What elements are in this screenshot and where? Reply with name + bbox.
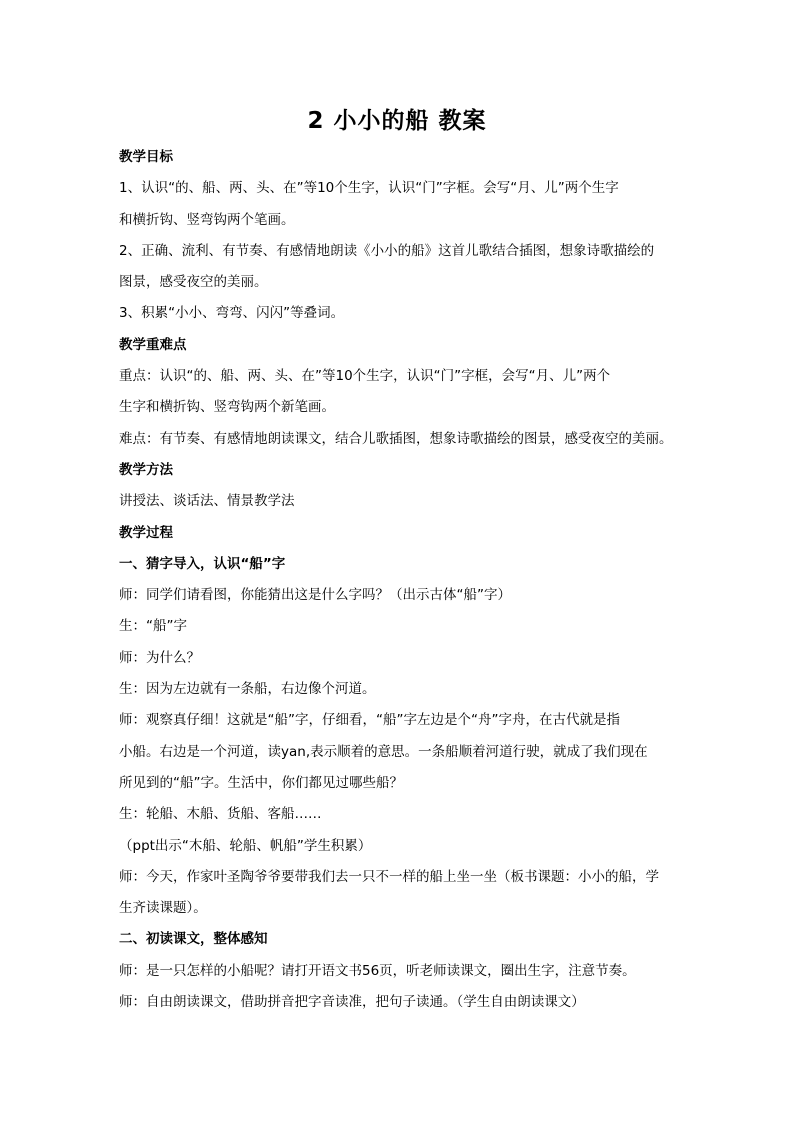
section-heading: 教学方法 — [119, 461, 173, 478]
paragraph-line: 师：为什么？ — [119, 649, 200, 666]
document-title: 2 小小的船 教案 — [307, 108, 487, 134]
paragraph-line: 难点：有节奏、有感情地朗读课文，结合儿歌插图，想象诗歌描绘的图景，感受夜空的美丽。 — [119, 430, 673, 447]
paragraph-line: 3、积累“小小、弯弯、闪闪”等叠词。 — [119, 305, 345, 322]
paragraph-line: 师：同学们请看图，你能猜出这是什么字吗？（出示古体“船”字） — [119, 587, 511, 604]
section-heading: 教学重难点 — [119, 336, 187, 353]
paragraph-line: 师：自由朗读课文，借助拼音把字音读准，把句子读通。（学生自由朗读课文） — [119, 994, 585, 1011]
paragraph-line: 生：“船”字 — [119, 618, 187, 635]
paragraph-line: 师：观察真仔细！这就是“船”字，仔细看，“船”字左边是个“舟”字舟，在古代就是指 — [119, 712, 620, 729]
paragraph-line: 重点：认识“的、船、两、头、在”等10个生字，认识“门”字框，会写“月、儿”两个 — [119, 368, 611, 385]
section-heading: 一、猜字导入，认识“船”字 — [119, 555, 286, 572]
paragraph-line: 生齐读课题）。 — [119, 900, 207, 917]
paragraph-line: 讲授法、谈话法、情景教学法 — [119, 493, 295, 510]
paragraph-line: 图景，感受夜空的美丽。 — [119, 274, 268, 291]
section-heading: 二、初读课文，整体感知 — [119, 931, 268, 948]
paragraph-line: 生字和横折钩、竖弯钩两个新笔画。 — [119, 399, 335, 416]
section-heading: 教学过程 — [119, 524, 173, 541]
paragraph-line: 师：是一只怎样的小船呢？请打开语文书56页，听老师读课文，圈出生字，注意节奏。 — [119, 962, 636, 979]
paragraph-line: 小船。右边是一个河道，读yan,表示顺着的意思。一条船顺着河道行驶，就成了我们现在 — [119, 743, 648, 760]
paragraph-line: 1、认识“的、船、两、头、在”等10个生字，认识“门”字框。会写“月、儿”两个生字 — [119, 180, 619, 197]
paragraph-line: 师：今天，作家叶圣陶爷爷要带我们去一只不一样的船上坐一坐（板书课题：小小的船，学 — [119, 868, 659, 885]
paragraph-line: 和横折钩、竖弯钩两个笔画。 — [119, 211, 295, 228]
paragraph-line: 生：轮船、木船、货船、客船…… — [119, 806, 322, 823]
paragraph-line: 生：因为左边就有一条船，右边像个河道。 — [119, 681, 376, 698]
paragraph-line: 2、正确、流利、有节奏、有感情地朗读《小小的船》这首儿歌结合插图，想象诗歌描绘的 — [119, 242, 655, 259]
document-body — [119, 142, 679, 1018]
paragraph-line: 所见到的“船”字。生活中，你们都见过哪些船？ — [119, 774, 403, 791]
paragraph-line: （ppt出示“木船、轮船、帆船”学生积累） — [119, 837, 372, 854]
section-heading: 教学目标 — [119, 149, 173, 165]
